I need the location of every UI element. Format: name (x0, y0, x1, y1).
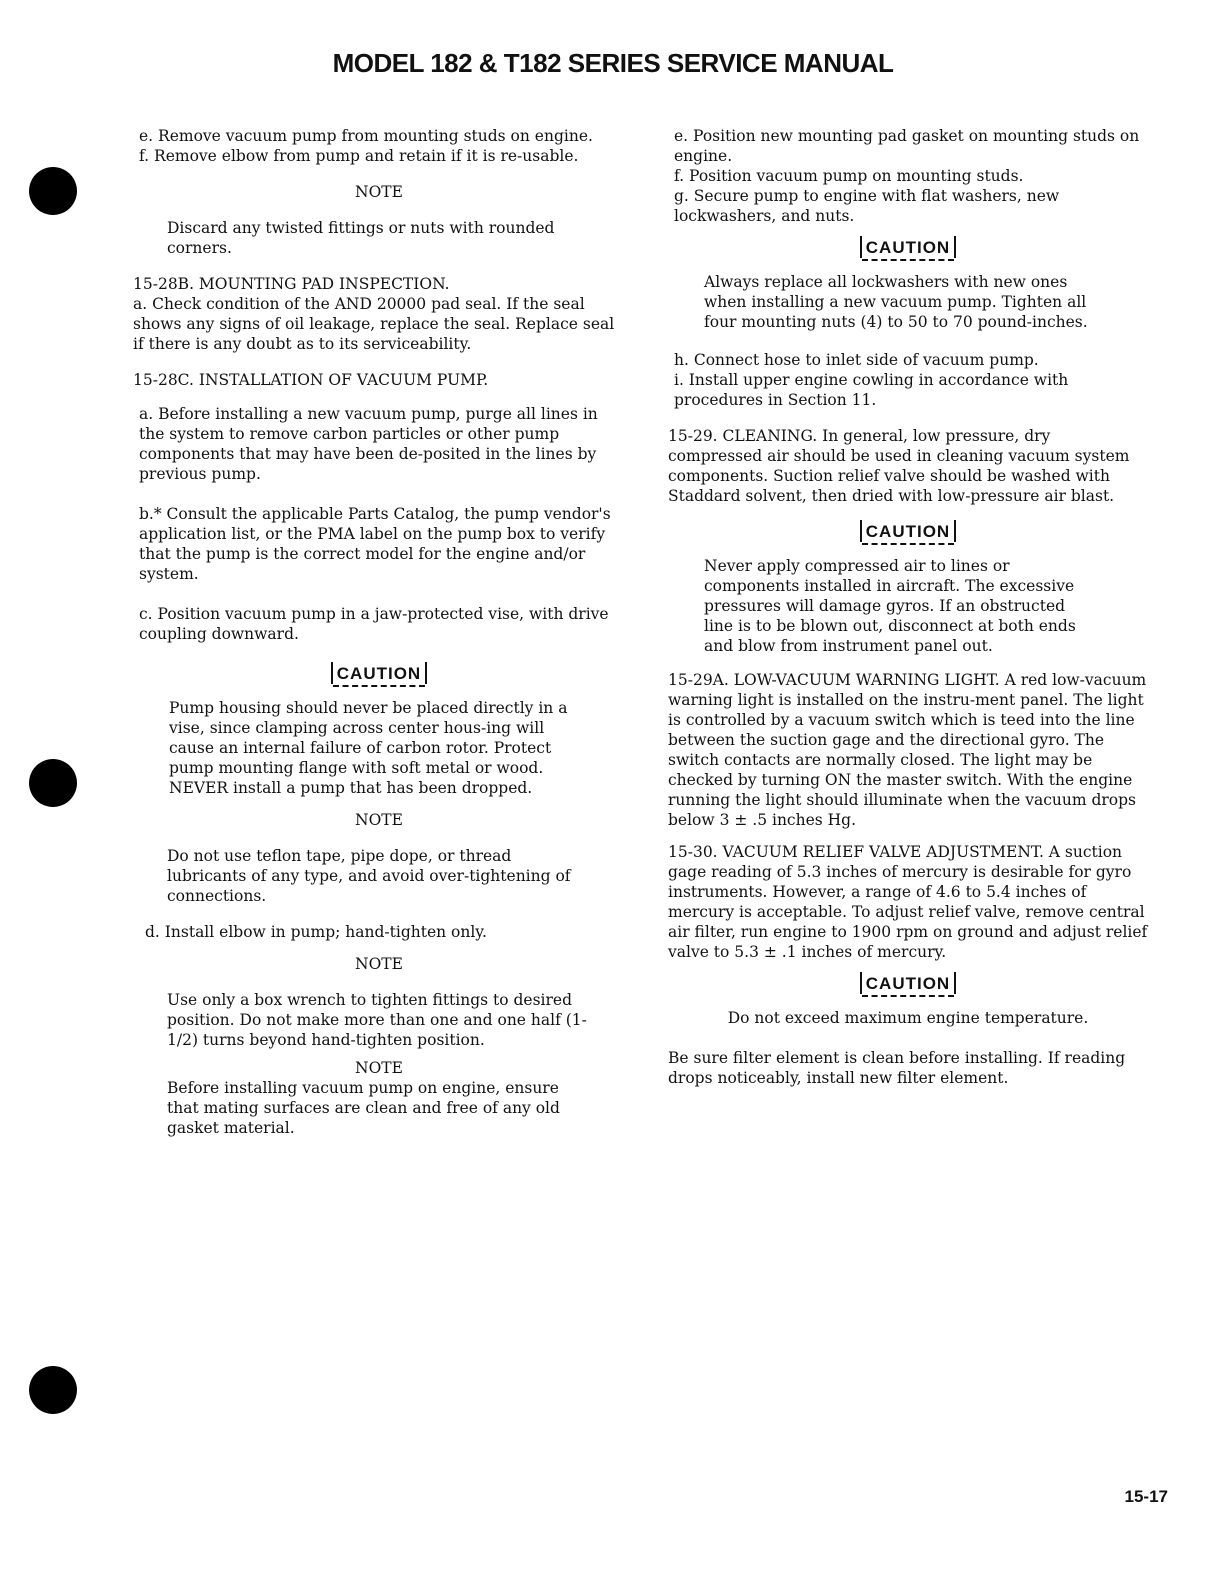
page-title: MODEL 182 & T182 SERIES SERVICE MANUAL (332, 48, 894, 78)
step-c-position-vise: c. Position vacuum pump in a jaw-protected vise, with drive coupling downward. (139, 605, 609, 643)
step-d-install-elbow: d. Install elbow in pump; hand-tighten only. (145, 923, 487, 941)
caution-text: Pump housing should never be placed directly in a vise, since clamping across center hous-ing will cause an internal failure of carbon rotor. Protect pump mounting flange with soft metal or wood. NEVER install a pump that has been dropped. (169, 699, 568, 797)
step-b-consult-catalog: b.* Consult the applicable Parts Catalog, the pump vendor's application list, or the PMA label on the pump box to verify that the pump is the correct model for the engine and/or system. (139, 505, 611, 583)
section-15-28b-a (133, 274, 625, 354)
step-e-remove-pump: e. Remove vacuum pump from mounting studs on engine. (139, 127, 593, 145)
caution-text: Never apply compressed air to lines or components installed in aircraft. The excessive pressures will damage gyros. If an obstructed line is to be blown out, disconnect at both ends and blow from instrument panel out. (704, 557, 1076, 655)
section-heading: 15-28B. MOUNTING PAD INSPECTION. (133, 275, 450, 293)
step-h-connect-hose: h. Connect hose to inlet side of vacuum pump. (674, 351, 1039, 369)
caution-box (133, 662, 625, 684)
caution-box (668, 972, 1148, 994)
caution-box (668, 520, 1148, 542)
binder-hole-middle (29, 759, 77, 807)
section-15-29a-warning-light: 15-29A. LOW-VACUUM WARNING LIGHT. A red low-vacuum warning light is installed on the instru-ment panel. The light is controlled by a vacuum switch which is teed into the line between the suction gage and the directional gyro. The switch contacts are normally closed. The light may be checked by turning ON the master switch. With the engine running the light should illuminate when the vacuum drops below 3 ± .5 inches Hg. (668, 671, 1147, 829)
note-label: NOTE (355, 183, 403, 201)
caution-label: CAUTION (860, 520, 956, 542)
caution-box (668, 236, 1148, 258)
filter-instruction: Be sure filter element is clean before installing. If reading drops noticeably, install new filter element. (668, 1049, 1126, 1087)
caution-label: CAUTION (860, 972, 956, 994)
binder-hole-bottom (29, 1366, 77, 1414)
section-body: a. Check condition of the AND 20000 pad seal. If the seal shows any signs of oil leakage, replace the seal. Replace seal if there is any doubt as to its serviceability. (133, 295, 615, 353)
note-label: NOTE (355, 1059, 403, 1077)
step-g-secure-pump: g. Secure pump to engine with flat washers, new lockwashers, and nuts. (674, 187, 1060, 225)
note-text: Use only a box wrench to tighten fittings to desired position. Do not make more than one and one half (1-1/2) turns beyond hand-tighten position. (167, 991, 587, 1049)
caution-label: CAUTION (860, 236, 956, 258)
note-label: NOTE (355, 811, 403, 829)
section-15-30-relief-valve: 15-30. VACUUM RELIEF VALVE ADJUSTMENT. A suction gage reading of 5.3 inches of mercury is desirable for gyro instruments. However, a range of 4.6 to 5.4 inches of mercury is acceptable. To adjust relief valve, remove central air filter, run engine to 1900 rpm on ground and adjust relief valve to 5.3 ± .1 inches of mercury. (668, 843, 1148, 961)
note-text: Do not use teflon tape, pipe dope, or thread lubricants of any type, and avoid over-tightening of connections. (167, 847, 571, 905)
step-f-remove-elbow: f. Remove elbow from pump and retain if it is re-usable. (139, 147, 579, 165)
caution-label: CAUTION (331, 662, 427, 684)
left-column (133, 126, 625, 1154)
binder-hole-top (29, 167, 77, 215)
step-e-position-gasket: e. Position new mounting pad gasket on mounting studs on engine. (674, 127, 1140, 165)
step-a-purge-lines: a. Before installing a new vacuum pump, purge all lines in the system to remove carbon particles or other pump components that may have been de-posited in the lines by previous pump. (139, 405, 598, 483)
section-heading-15-28c: 15-28C. INSTALLATION OF VACUUM PUMP. (133, 371, 489, 389)
section-15-29-cleaning: 15-29. CLEANING. In general, low pressure, dry compressed air should be used in cleaning vacuum system components. Suction relief valve should be washed with Staddard solvent, then dried with low-pressure air blast. (668, 427, 1130, 505)
note-text: Discard any twisted fittings or nuts with rounded corners. (167, 219, 555, 257)
right-column (668, 126, 1148, 1104)
step-f-position-pump: f. Position vacuum pump on mounting studs. (674, 167, 1024, 185)
page-number: 15-17 (1124, 1487, 1168, 1506)
step-i-install-cowling: i. Install upper engine cowling in accordance with procedures in Section 11. (674, 371, 1069, 409)
note-label: NOTE (355, 955, 403, 973)
note-text: Before installing vacuum pump on engine, ensure that mating surfaces are clean and free of any old gasket material. (167, 1079, 560, 1137)
caution-text: Do not exceed maximum engine temperature. (727, 1009, 1089, 1027)
caution-text: Always replace all lockwashers with new ones when installing a new vacuum pump. Tighten all four mounting nuts (4) to 50 to 70 pound-inches. (704, 273, 1088, 331)
